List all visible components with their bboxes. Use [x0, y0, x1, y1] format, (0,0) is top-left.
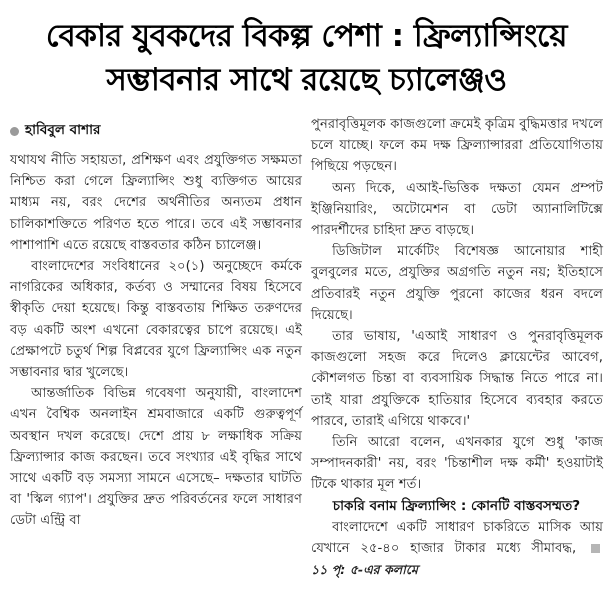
headline-line-2: সম্ভাবনার সাথে রয়েছে চ্যালেঞ্জও	[106, 62, 507, 98]
paragraph: যথাযথ নীতি সহায়তা, প্রশিক্ষণ এবং প্রযুক্তিগত সক্ষমতা নিশ্চিত করা গেলে ফ্রিল্যান্সিং শুধু ব্যক্তিগত আয়ের মাধ্যম নয়, বরং দেশের অর্থনীতির অন্যতম প্রধান চালিকাশক্তিতে পরিণত হতে পারে। তবে এই সম্ভাবনার পাশাপাশি এতে রয়েছে বাস্তবতার কঠিন চ্যালেঞ্জ।	[10, 153, 302, 253]
continue-square-icon	[591, 544, 600, 553]
paragraph: অন্য দিকে, এআই-ভিত্তিক দক্ষতা যেমন প্রম্পট ইঞ্জিনিয়ারিং, অটোমেশন বা ডেটা অ্যানালিটিক্সে পারদর্শীদের চাহিদা দ্রুত বাড়ছে।	[311, 180, 603, 239]
paragraph: আন্তর্জাতিক বিভিন্ন গবেষণা অনুযায়ী, বাংলাদেশ এখন বৈশ্বিক অনলাইন শ্রমবাজারে একটি গুরুত্বপূর্ণ অবস্থান দখল করেছে। দেশে প্রায় ৮ লক্ষাধিক সক্রিয় ফ্রিল্যান্সার কাজ করছেন। তবে সংখ্যার এই বৃদ্ধির সাথে সাথে একটি বড় সমস্যা সামনে এসেছে– দক্ষতার ঘাটতি বা 'স্কিল গ্যাপ'। প্রযুক্তির দ্রুত পরিবর্তনের ফলে সাধারণ ডেটা এন্ট্রি বা	[10, 386, 302, 529]
author-name: হাবিবুল বাশার	[25, 122, 101, 139]
paragraph: পুনরাবৃত্তিমূলক কাজগুলো ক্রমেই কৃত্রিম বুদ্ধিমত্তার দখলে চলে যাচ্ছে। ফলে কম দক্ষ ফ্রিল্যান্সাররা প্রতিযোগিতায় পিছিয়ে পড়ছেন।	[311, 117, 603, 175]
headline	[6, 8, 607, 102]
final-paragraph-text: বাংলাদেশে একটি সাধারণ চাকরিতে মাসিক আয় যেখানে ২৫-৪০ হাজার টাকার মধ্যে সীমাবদ্ধ,	[311, 519, 603, 557]
headline-line-1: বেকার যুবকদের বিকল্প পেশা : ফ্রিল্যান্সিংয়ে	[45, 18, 568, 54]
byline	[10, 120, 302, 142]
paragraph: বাংলাদেশের সংবিধানের ২০(১) অনুচ্ছেদে কর্মকে নাগরিকের অধিকার, কর্তব্য ও সম্মানের বিষয় হিসেবে স্বীকৃতি দেয়া হয়েছে। কিন্তু বাস্তবতায় শিক্ষিত তরুণদের বড় একটি অংশ এখনো বেকারত্বের চাপে রয়েছে। এই প্রেক্ষাপটে চতুর্থ শিল্প বিপ্লবের যুগে ফ্রিল্যান্সিং এক নতুন সম্ভাবনার দ্বার খুলেছে।	[10, 259, 302, 381]
paragraph: তিনি আরো বলেন, এখনকার যুগে শুধু 'কাজ সম্পাদনকারী' নয়, বরং 'চিন্তাশীল দক্ষ কর্মী' হওয়াটাই টিকে থাকার মূল শর্ত।	[311, 435, 603, 493]
bullet-dot-icon	[10, 127, 19, 136]
subheading: চাকরি বনাম ফ্রিল্যান্সিং : কোনটি বাস্তবসম্মত?	[332, 497, 581, 514]
final-paragraph	[311, 517, 603, 582]
article-body	[6, 117, 607, 581]
paragraph: ডিজিটাল মার্কেটিং বিশেষজ্ঞ আনোয়ার শাহী বুলবুলের মতে, প্রযুক্তির অগ্রগতি নতুন নয়; ইতিহাসে প্রতিবারই নতুন প্রযুক্তি পুরনো কাজের ধরন বদলে দিয়েছে।	[311, 244, 603, 323]
left-column	[6, 120, 302, 581]
continuation-note: ১১ পৃ: ৫-এর কলামে	[311, 562, 418, 578]
paragraph: তার ভাষায়, 'এআই সাধারণ ও পুনরাবৃত্তিমূলক কাজগুলো সহজ করে দিলেও ক্লায়েন্টের আবেগ, কৌশলগত চিন্তা বা ব্যবসায়িক সিদ্ধান্ত নিতে পারে না। তাই যারা প্রযুক্তিকে হাতিয়ার হিসেবে ব্যবহার করতে পারবে, তারাই এগিয়ে থাকবে।'	[311, 329, 603, 429]
right-column	[311, 114, 607, 581]
